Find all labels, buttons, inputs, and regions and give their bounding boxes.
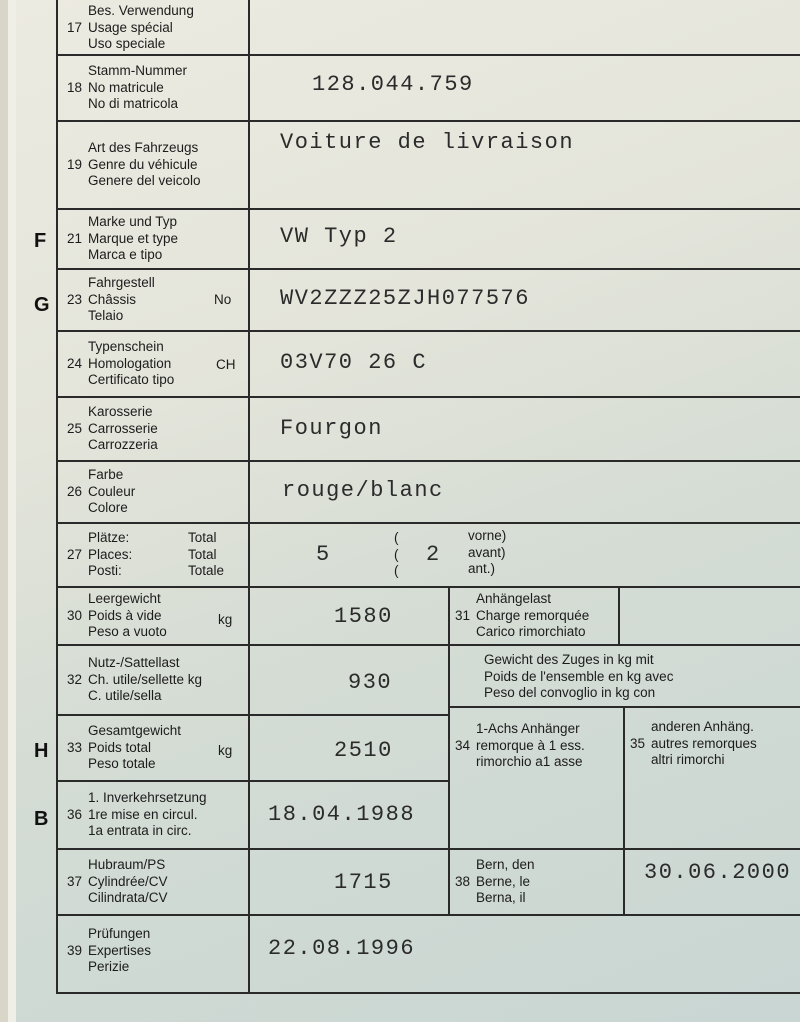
label-it: Peso totale [88,756,156,772]
color-value: rouge/blanc [282,478,444,503]
seats-front-label [468,528,506,578]
label-it: Carico rimorchiato [476,624,586,640]
field-38-label [450,850,535,914]
label-it: Uso speciale [88,36,166,52]
label-de: Gesamtgewicht [88,723,182,739]
bracket-line: ( [394,530,399,545]
label-it: Certificato tipo [88,372,175,388]
column-divider [248,0,250,992]
label-de: Leergewicht [88,591,161,607]
field-number: 36 [66,806,82,822]
label-it: ant.) [468,561,496,576]
field-number: 35 [629,735,645,751]
registration-card [56,0,800,994]
label-de: Art des Fahrzeugs [88,140,199,156]
label-fr: Berne, le [476,873,531,889]
label-fr: Poids de l'ensemble en kg avec [484,668,674,684]
label-fr: Genre du véhicule [88,156,198,172]
displacement-value: 1715 [334,870,393,895]
row-divider [58,460,800,462]
page-edge [8,0,16,1022]
label-de: Stamm-Nummer [88,63,188,79]
label-fr: 1re mise en circul. [88,806,198,822]
label-it: Berna, il [476,890,526,906]
empty-weight-unit: kg [218,612,233,627]
field-number: 23 [66,291,82,307]
label-fr: Usage spécial [88,19,173,35]
label-it: C. utile/sella [88,688,162,704]
bracket-line: ( [394,546,399,562]
margin-letter-h: H [34,740,49,762]
label-de: Nutz-/Sattellast [88,655,180,671]
label-fr: Expertises [88,942,152,958]
label-it: rimorchio a1 asse [476,754,583,770]
field-number: 30 [66,607,82,623]
chassis-number-value: WV2ZZZ25ZJH077576 [280,286,530,311]
field-number: 18 [66,79,82,95]
field-number: 17 [66,19,82,35]
margin-letter-g: G [34,294,50,316]
row-divider [58,522,800,524]
field-number: 25 [66,420,82,436]
label-fr: Places: [88,546,133,562]
field-32-label [58,646,202,714]
seats-total-label [188,530,224,580]
label-it: Posti: [88,563,122,579]
label-it: altri rimorchi [651,752,725,768]
field-number: 19 [66,156,82,172]
seats-total-value: 5 [316,542,331,567]
label-de: 1. Inverkehrsetzung [88,790,207,806]
label-it: 1a entrata in circ. [88,823,192,839]
gross-weight-value: 2510 [334,738,393,763]
vehicle-kind-value: Voiture de livraison [280,130,575,155]
label-de: anderen Anhäng. [651,719,754,735]
row-divider [58,848,800,850]
label-it: No di matricola [88,96,179,112]
field-35-label [625,712,757,776]
field-number: 32 [66,671,82,687]
label-de: Bern, den [476,857,535,873]
label-de: Gewicht des Zuges in kg mit [484,652,654,667]
field-23-label [58,270,155,330]
label-fr: autres remorques [651,735,757,751]
registration-number-value: 128.044.759 [312,72,474,97]
field-number: 21 [66,230,82,246]
field-27-label [58,524,132,586]
label-fr: Ch. utile/sellette kg [88,671,203,687]
bracket-line: ( [394,563,399,578]
gross-weight-unit: kg [218,743,233,758]
label-it: Cilindrata/CV [88,890,168,906]
first-registration-value: 18.04.1988 [268,802,416,827]
label-it: Totale [188,563,225,578]
seats-front-value: 2 [426,542,441,567]
label-it: Peso a vuoto [88,624,167,640]
column-divider [618,586,620,644]
label-de: vorne) [468,528,507,543]
inspection-date-value: 22.08.1996 [268,936,416,961]
label-de: Marke und Typ [88,214,178,230]
field-number: 38 [454,873,470,889]
field-39-label [58,916,151,986]
label-it: Carrozzeria [88,437,158,453]
label-fr: remorque à 1 ess. [476,737,585,753]
field-31-label [450,588,589,644]
field-26-label [58,462,135,522]
row-divider [58,586,800,588]
row-divider [58,396,800,398]
field-36-label [58,782,207,848]
label-it: Marca e tipo [88,247,163,263]
label-de: Bes. Verwendung [88,3,194,19]
label-de: Fahrgestell [88,275,155,291]
label-de: Anhängelast [476,591,552,607]
field-21-label [58,210,178,268]
label-de: Typenschein [88,339,164,355]
field-19-label [58,122,201,208]
field-33-label [58,716,181,780]
label-fr: Châssis [88,291,137,307]
label-de: 1-Achs Anhänger [476,721,580,737]
label-de: Plätze: [88,530,130,546]
label-it: Perizie [88,959,130,975]
margin-letter-f: F [34,230,47,252]
label-fr: Couleur [88,483,136,499]
field-30-label [58,588,167,644]
label-fr: avant) [468,544,506,560]
label-fr: Poids à vide [88,607,162,623]
body-value: Fourgon [280,416,383,441]
row-divider [58,268,800,270]
field-25-label [58,398,158,460]
label-de: Total [188,530,217,545]
margin-letter-b: B [34,808,49,830]
label-de: Prüfungen [88,926,151,942]
label-fr: Homologation [88,355,172,371]
label-fr: Carrosserie [88,420,158,436]
homologation-value: 03V70 26 C [280,350,428,375]
chassis-no-suffix: No [214,292,232,307]
registration-document [8,0,800,1022]
label-it: Colore [88,500,128,516]
label-it: Genere del veicolo [88,173,201,189]
field-number: 31 [454,607,470,623]
field-number: 26 [66,483,82,499]
make-type-value: VW Typ 2 [280,224,398,249]
train-weight-heading [484,652,673,702]
payload-value: 930 [348,670,393,695]
field-number: 39 [66,942,82,958]
field-number: 37 [66,873,82,889]
label-fr: Total [188,546,217,562]
label-de: Karosserie [88,404,153,420]
field-number: 34 [454,737,470,753]
label-fr: No matricule [88,79,164,95]
seats-bracket [394,530,399,580]
label-fr: Cylindrée/CV [88,873,168,889]
field-number: 24 [66,355,82,371]
field-number: 33 [66,739,82,755]
field-34-label [450,716,585,776]
label-fr: Poids total [88,739,152,755]
label-de: Hubraum/PS [88,857,166,873]
label-it: Telaio [88,308,124,324]
empty-weight-value: 1580 [334,604,393,629]
field-18-label [58,56,187,120]
issue-date-value: 30.06.2000 [644,860,792,885]
label-de: Farbe [88,467,124,483]
label-it: Peso del convoglio in kg con [484,685,656,700]
row-divider [58,914,800,916]
field-24-label [58,332,174,396]
homologation-ch-suffix: CH [216,357,236,372]
label-fr: Marque et type [88,230,179,246]
label-fr: Charge remorquée [476,607,590,623]
field-17-label [58,2,194,54]
field-number: 27 [66,546,82,562]
field-37-label [58,850,168,914]
